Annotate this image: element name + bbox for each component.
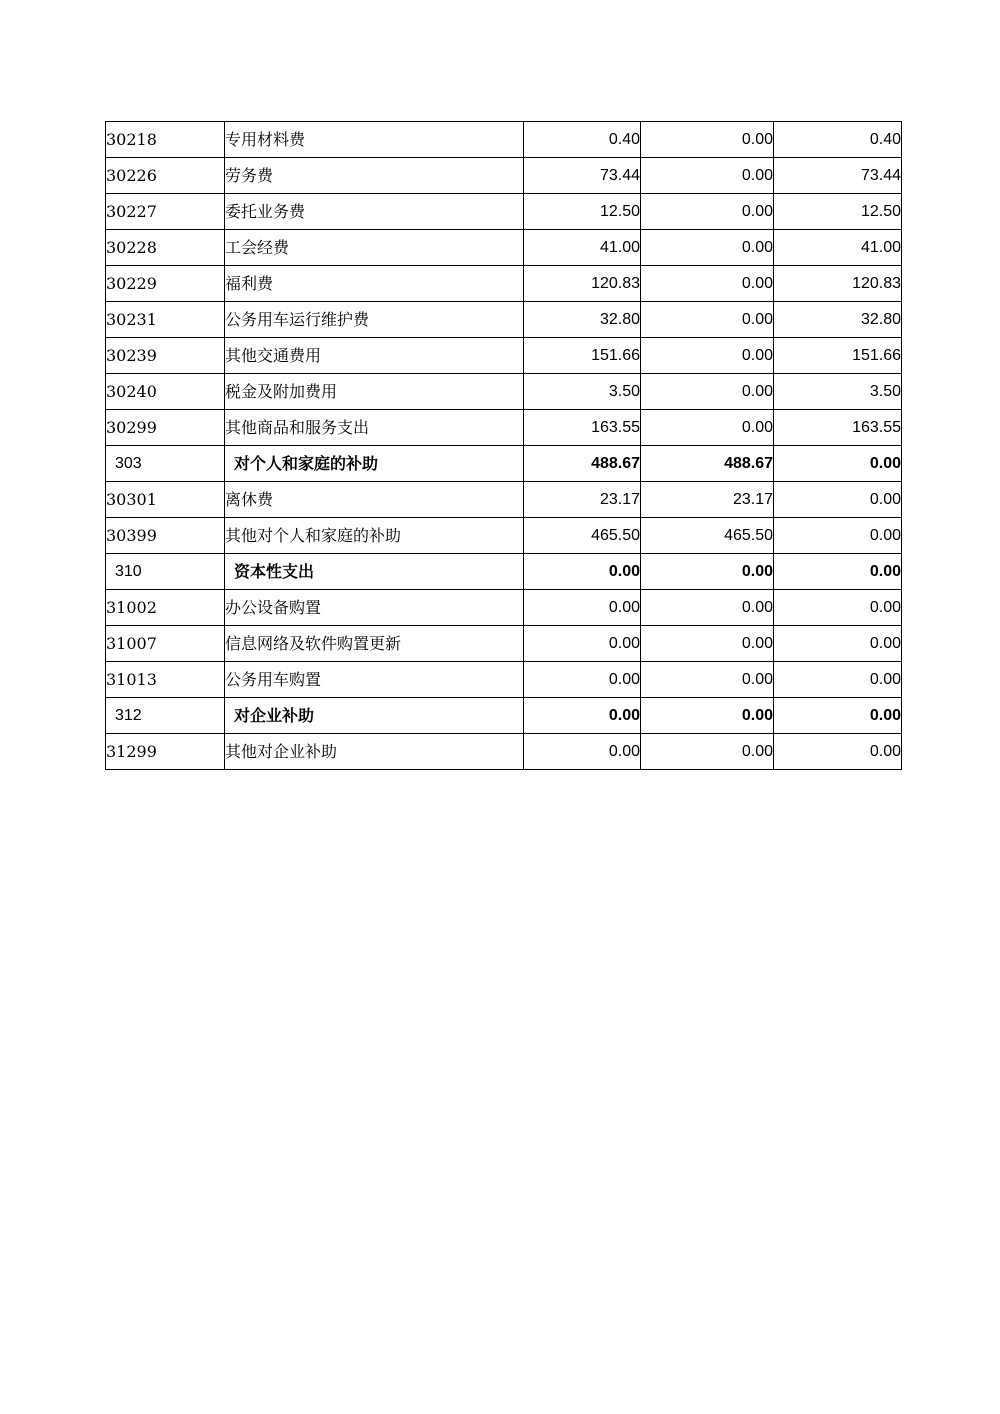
- basic-expenditure-cell: 0.00: [641, 554, 774, 590]
- account-name-cell: 其他交通费用: [225, 338, 524, 374]
- project-expenditure-cell: 151.66: [774, 338, 902, 374]
- project-expenditure-cell: 0.00: [774, 662, 902, 698]
- account-code-cell: 30240: [106, 374, 225, 410]
- table-row: [106, 662, 902, 698]
- account-code-cell: 30218: [106, 122, 225, 158]
- project-expenditure-cell: 12.50: [774, 194, 902, 230]
- table-row-category: [106, 446, 902, 482]
- basic-expenditure-cell: 465.50: [641, 518, 774, 554]
- account-code-cell: 30299: [106, 410, 225, 446]
- project-expenditure-cell: 0.00: [774, 518, 902, 554]
- account-name-cell: 其他对个人和家庭的补助: [225, 518, 524, 554]
- total-amount-cell: 0.00: [524, 698, 641, 734]
- total-amount-cell: 465.50: [524, 518, 641, 554]
- basic-expenditure-cell: 0.00: [641, 590, 774, 626]
- table-row: [106, 338, 902, 374]
- project-expenditure-cell: 0.00: [774, 590, 902, 626]
- project-expenditure-cell: 41.00: [774, 230, 902, 266]
- total-amount-cell: 3.50: [524, 374, 641, 410]
- account-code-cell: 31299: [106, 734, 225, 770]
- project-expenditure-cell: 120.83: [774, 266, 902, 302]
- project-expenditure-cell: 73.44: [774, 158, 902, 194]
- table-row: [106, 230, 902, 266]
- project-expenditure-cell: 0.00: [774, 446, 902, 482]
- basic-expenditure-cell: 0.00: [641, 194, 774, 230]
- basic-expenditure-cell: 0.00: [641, 734, 774, 770]
- project-expenditure-cell: 0.00: [774, 482, 902, 518]
- total-amount-cell: 120.83: [524, 266, 641, 302]
- total-amount-cell: 163.55: [524, 410, 641, 446]
- basic-expenditure-cell: 488.67: [641, 446, 774, 482]
- account-name-cell: 委托业务费: [225, 194, 524, 230]
- total-amount-cell: 41.00: [524, 230, 641, 266]
- table-row-category: [106, 698, 902, 734]
- account-code-cell: 303: [106, 446, 225, 482]
- account-code-cell: 31007: [106, 626, 225, 662]
- account-code-cell: 31013: [106, 662, 225, 698]
- project-expenditure-cell: 0.00: [774, 554, 902, 590]
- table-body: [106, 122, 902, 770]
- table-row: [106, 122, 902, 158]
- basic-expenditure-cell: 0.00: [641, 266, 774, 302]
- basic-expenditure-cell: 0.00: [641, 698, 774, 734]
- account-name-cell: 专用材料费: [225, 122, 524, 158]
- basic-expenditure-cell: 0.00: [641, 338, 774, 374]
- basic-expenditure-cell: 0.00: [641, 230, 774, 266]
- account-name-cell: 资本性支出: [225, 554, 524, 590]
- account-name-cell: 办公设备购置: [225, 590, 524, 626]
- project-expenditure-cell: 163.55: [774, 410, 902, 446]
- account-code-cell: 31002: [106, 590, 225, 626]
- basic-expenditure-cell: 0.00: [641, 410, 774, 446]
- account-code-cell: 30239: [106, 338, 225, 374]
- total-amount-cell: 0.00: [524, 734, 641, 770]
- account-name-cell: 信息网络及软件购置更新: [225, 626, 524, 662]
- basic-expenditure-cell: 0.00: [641, 122, 774, 158]
- account-name-cell: 税金及附加费用: [225, 374, 524, 410]
- account-code-cell: 30229: [106, 266, 225, 302]
- account-name-cell: 对企业补助: [225, 698, 524, 734]
- account-name-cell: 公务用车购置: [225, 662, 524, 698]
- account-code-cell: 30226: [106, 158, 225, 194]
- budget-expenditure-table: [105, 121, 902, 770]
- total-amount-cell: 0.00: [524, 590, 641, 626]
- project-expenditure-cell: 0.00: [774, 626, 902, 662]
- basic-expenditure-cell: 0.00: [641, 158, 774, 194]
- table-row: [106, 518, 902, 554]
- table-row: [106, 626, 902, 662]
- account-name-cell: 工会经费: [225, 230, 524, 266]
- total-amount-cell: 0.40: [524, 122, 641, 158]
- table-row: [106, 410, 902, 446]
- project-expenditure-cell: 32.80: [774, 302, 902, 338]
- account-name-cell: 离休费: [225, 482, 524, 518]
- account-code-cell: 312: [106, 698, 225, 734]
- account-code-cell: 30399: [106, 518, 225, 554]
- account-name-cell: 公务用车运行维护费: [225, 302, 524, 338]
- project-expenditure-cell: 0.00: [774, 734, 902, 770]
- account-name-cell: 对个人和家庭的补助: [225, 446, 524, 482]
- total-amount-cell: 0.00: [524, 626, 641, 662]
- account-name-cell: 福利费: [225, 266, 524, 302]
- total-amount-cell: 0.00: [524, 554, 641, 590]
- account-code-cell: 30301: [106, 482, 225, 518]
- table-row: [106, 194, 902, 230]
- basic-expenditure-cell: 0.00: [641, 374, 774, 410]
- total-amount-cell: 488.67: [524, 446, 641, 482]
- table-row-category: [106, 554, 902, 590]
- account-code-cell: 30227: [106, 194, 225, 230]
- account-code-cell: 310: [106, 554, 225, 590]
- table-row: [106, 590, 902, 626]
- project-expenditure-cell: 0.00: [774, 698, 902, 734]
- account-name-cell: 劳务费: [225, 158, 524, 194]
- table-row: [106, 734, 902, 770]
- account-name-cell: 其他商品和服务支出: [225, 410, 524, 446]
- basic-expenditure-cell: 0.00: [641, 662, 774, 698]
- project-expenditure-cell: 0.40: [774, 122, 902, 158]
- basic-expenditure-cell: 23.17: [641, 482, 774, 518]
- project-expenditure-cell: 3.50: [774, 374, 902, 410]
- basic-expenditure-cell: 0.00: [641, 302, 774, 338]
- total-amount-cell: 12.50: [524, 194, 641, 230]
- table-row: [106, 266, 902, 302]
- basic-expenditure-cell: 0.00: [641, 626, 774, 662]
- total-amount-cell: 151.66: [524, 338, 641, 374]
- total-amount-cell: 32.80: [524, 302, 641, 338]
- total-amount-cell: 23.17: [524, 482, 641, 518]
- table-row: [106, 158, 902, 194]
- total-amount-cell: 73.44: [524, 158, 641, 194]
- account-code-cell: 30231: [106, 302, 225, 338]
- account-code-cell: 30228: [106, 230, 225, 266]
- table-row: [106, 374, 902, 410]
- total-amount-cell: 0.00: [524, 662, 641, 698]
- account-name-cell: 其他对企业补助: [225, 734, 524, 770]
- table-row: [106, 482, 902, 518]
- table-row: [106, 302, 902, 338]
